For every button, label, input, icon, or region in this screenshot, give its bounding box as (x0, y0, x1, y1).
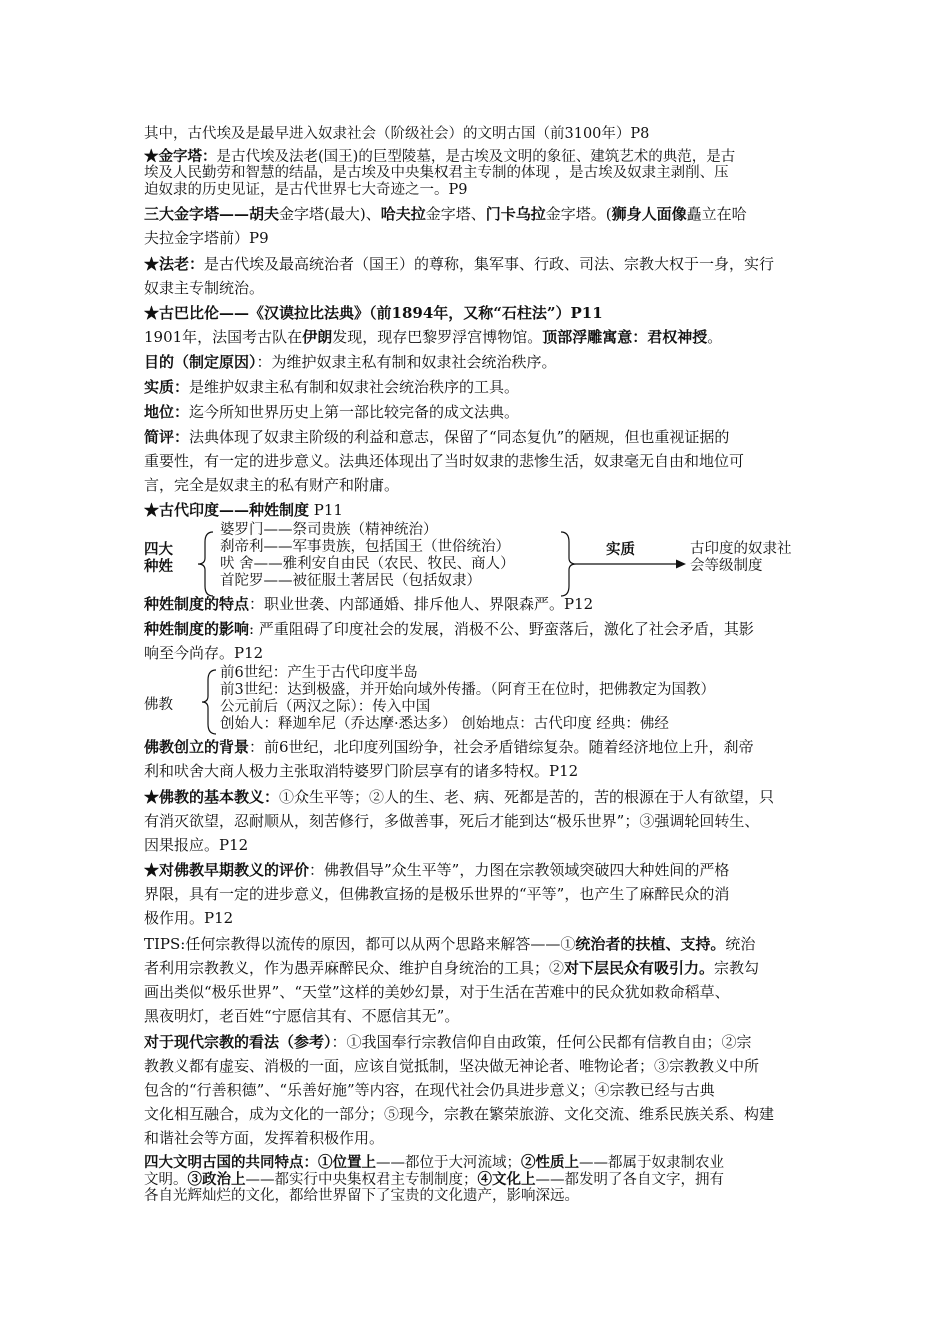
text-line: 因果报应。P12 (144, 836, 249, 854)
text-line: 言，完全是奴隶主的私有财产和附庸。 (144, 476, 400, 494)
pyramid-paragraph: ★金字塔：是古代埃及法老(国王)的巨型陵墓，是古埃及文明的象征、建筑艺术的典范，是古 (144, 148, 736, 165)
text-line: 夫拉金字塔前）P9 (144, 229, 269, 247)
text-line: 奴隶主专制统治。 (144, 279, 265, 297)
three-pyramids-line: 三大金字塔——胡夫金字塔(最大)、哈夫拉金字塔、门卡乌拉金字塔。(狮身人面像矗立在哈 (144, 205, 747, 223)
left-brace-icon (196, 530, 216, 598)
text-line: 各自光辉灿烂的文化，都给世界留下了宝贵的文化遗产，影响深远。 (144, 1188, 579, 1204)
text-line: 佛教创立的背景：前6世纪，北印度列国纷争，社会矛盾错综复杂。随着经济地位上升，刹帝 (144, 738, 754, 756)
text-line: 响至今尚存。P12 (144, 644, 264, 662)
right-brace-icon (558, 530, 578, 598)
text-line: 实质：是维护奴隶主私有制和奴隶社会统治秩序的工具。 (144, 378, 520, 396)
text-line: 其中，古代埃及是最早进入奴隶社会（阶级社会）的文明古国（前3100年）P8 (144, 126, 650, 142)
text-line: 有消灭欲望，忍耐顺从，刻苦修行，多做善事，死后才能到达“极乐世界”；③强调轮回转生、 (144, 812, 760, 830)
caste-item: 首陀罗——被征服土著居民（包括奴隶） (220, 573, 481, 589)
caste-item: 婆罗门——祭司贵族（精神统治） (220, 522, 438, 538)
arrow-right-icon (576, 558, 686, 570)
caste-label: 种姓 (144, 558, 173, 575)
caste-label: 四大 (144, 541, 173, 558)
buddhism-item: 前6世纪：产生于古代印度半岛 (220, 665, 418, 681)
text-line: 者利用宗教教义，作为愚弄麻醉民众、维护自身统治的工具；②对下层民众有吸引力。宗教勾 (144, 959, 760, 977)
text-line: 界限，具有一定的进步意义，但佛教宣扬的是极乐世界的“平等”，也产生了麻醉民众的消 (144, 885, 730, 903)
text-line: 地位：迄今所知世界历史上第一部比较完备的成文法典。 (144, 403, 520, 421)
text-line: 埃及人民勤劳和智慧的结晶，是古埃及中央集权君主专制的体现 ，是古埃及奴隶主剥削、压 (144, 165, 729, 181)
essence-arrow-label: 实质 (606, 541, 635, 558)
doctrine-paragraph: ★佛教的基本教义：①众生平等；②人的生、老、病、死都是苦的，苦的根源在于人有欲望，只 (144, 788, 775, 806)
text-line: 简评：法典体现了奴隶主阶级的利益和意志，保留了“同态复仇”的陋规，但也重视证据的 (144, 428, 730, 446)
buddhism-item: 公元前后（两汉之际）：传入中国 (220, 699, 431, 715)
text-line: 目的（制定原因）：为维护奴隶主私有制和奴隶社会统治秩序。 (144, 353, 557, 371)
text-line: 迫奴隶的历史见证，是古代世界七大奇迹之一。P9 (144, 182, 468, 198)
pharaoh-paragraph: ★法老：是古代埃及最高统治者（国王）的尊称，集军事、行政、司法、宗教大权于一身，实行 (144, 255, 775, 273)
four-civilizations-paragraph: 四大文明古国的共同特点：①位置上——都位于大河流域；②性质上——都属于奴隶制农业 (144, 1154, 724, 1171)
left-brace-icon (200, 668, 218, 736)
caste-item: 刹帝利——军事贵族，包括国王（世俗统治） (220, 539, 510, 555)
text-line: 黑夜明灯，老百姓“宁愿信其有、不愿信其无”。 (144, 1007, 460, 1025)
evaluation-paragraph: ★对佛教早期教义的评价：佛教倡导”众生平等”，力图在宗教领域突破四大种姓间的严格 (144, 861, 730, 879)
text-line: 种姓制度的影响: 严重阻碍了印度社会的发展，消极不公、野蛮落后，激化了社会矛盾，其影 (144, 620, 754, 638)
text-line: 教教义都有虚妄、消极的一面，应该自觉抵制，坚决做无神论者、唯物论者；③宗教教义中所 (144, 1057, 760, 1075)
text-line: 极作用。P12 (144, 909, 234, 927)
caste-item: 吠 舍——雅利安自由民（农民、牧民、商人） (220, 556, 515, 572)
babylon-heading: ★古巴比伦——《汉谟拉比法典》（前1894年，又称“石柱法”）P11 (144, 304, 603, 322)
modern-religion-paragraph: 对于现代宗教的看法（参考）：①我国奉行宗教信仰自由政策，任何公民都有信教自由；②宗 (144, 1033, 752, 1051)
buddhism-label: 佛教 (144, 697, 173, 713)
text-line: 文化相互融合，成为文化的一部分；⑤现今，宗教在繁荣旅游、文化交流、维系民族关系、构建 (144, 1105, 775, 1123)
caste-result: 会等级制度 (690, 558, 763, 574)
buddhism-item: 创始人：释迦牟尼（乔达摩·悉达多） 创始地点：古代印度 经典：佛经 (220, 716, 669, 732)
text-line: 种姓制度的特点：职业世袭、内部通婚、排斥他人、界限森严。P12 (144, 595, 594, 613)
text-line: 包含的“行善积德”、“乐善好施”等内容，在现代社会仍具进步意义；④宗教已经与古典 (144, 1081, 715, 1099)
text-line: 和谐社会等方面，发挥着积极作用。 (144, 1129, 385, 1147)
india-heading: ★古代印度——种姓制度 P11 (144, 501, 343, 519)
text-line: 重要性，有一定的进步意义。法典还体现出了当时奴隶的悲惨生活，奴隶毫无自由和地位可 (144, 452, 745, 470)
text-line: 利和吠舍大商人极力主张取消特婆罗门阶层享有的诸多特权。P12 (144, 762, 579, 780)
buddhism-item: 前3世纪：达到极盛，并开始向域外传播。（阿育王在位时，把佛教定为国教） (220, 682, 715, 698)
text-line: 1901年，法国考古队在伊朗发现，现存巴黎罗浮宫博物馆。顶部浮雕寓意：君权神授。 (144, 328, 723, 346)
tips-paragraph: TIPS:任何宗教得以流传的原因，都可以从两个思路来解答——①统治者的扶植、支持。统治 (144, 935, 756, 953)
caste-result: 古印度的奴隶社 (690, 541, 792, 557)
text-line: 画出类似“极乐世界”、“天堂”这样的美妙幻景，对于生活在苦难中的民众犹如救命稻草、 (144, 983, 730, 1001)
text-line: 文明。③政治上——都实行中央集权君主专制制度；④文化上——都发明了各自文字，拥有 (144, 1171, 724, 1188)
